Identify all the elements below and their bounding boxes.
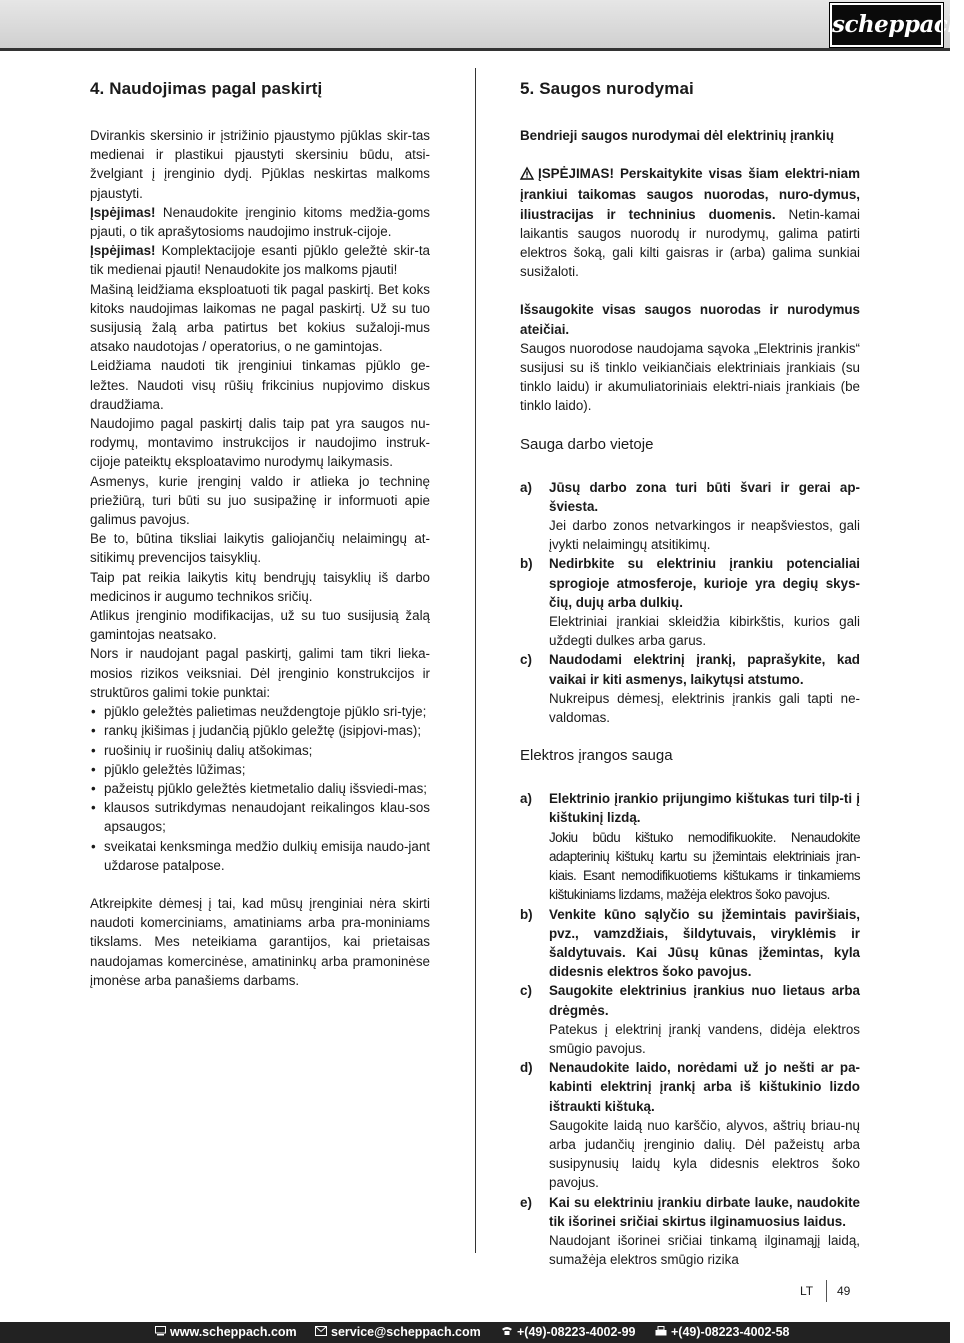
left-column [90,78,430,990]
computer-icon [155,1322,166,1343]
paragraph: Atlikus įrenginio modifikacijas, už su tuo susijusią žalą gamintojas neatsako. [90,608,430,643]
fax-icon [655,1322,667,1343]
risk-list [90,702,430,875]
item-text: Nukreipus dėmesį, elektrinis įrankis gali tapti ne-valdomas. [549,690,860,726]
footer-fax[interactable] [655,1322,790,1343]
warning-bold-text: ĮSPĖJIMAS! Perskaitykite visas šiam elektri-niam įrankiui taikomas saugos nuorodas, nuro-dymus, iliustracijas ir techninius duomenis. [520,166,860,222]
warning-paragraph [90,241,430,279]
footer-web-text: www.scheppach.com [170,1325,297,1339]
list-item: • rankų įkišimas į judančią pjūklo geležtę (įsipjovi-mas); [90,721,430,740]
item-title: Naudodami elektrinį įrankį, paprašykite, kad vaikai ir kiti asmenys, laikytųsi atstumo. [549,652,860,687]
subsection-title-electrical: Elektros įrangos sauga [520,747,673,765]
column-divider [475,68,476,1253]
item-text: Patekus į elektrinį įrankį vandens, didėja elektros smūgio pavojus. [549,1021,860,1056]
item-title: Venkite kūno sąlyčio su įžemintais paviršiais, pvz., vamzdžiais, šildytuvais, viryklėmis ir šaldytuvais. Kai Jūsų kūnas įžemintas, kyla didesnis elektros šoko pavojus. [549,906,860,980]
list-item: • pažeistų pjūklo geležtės kietmetalio dalių išsviedi-mas; [90,779,430,798]
item-text: Saugokite laidą nuo karščio, alyvos, aštrių briau-nų arba judančių įrenginio dalių. Dėl pažeistų arba susipynusių laidų kyla didesnis elektros šoko pavojus. [549,1117,860,1191]
right-column [520,78,860,1269]
list-item: • sveikatai kenksminga medžio dulkių emisija naudo-jant uždarose patalpose. [90,837,430,875]
keep-instructions-note: Išsaugokite visas saugos nuorodas ir nurodymus ateičiai. [520,302,860,337]
language-code: LT [800,1284,814,1298]
list-item [520,789,860,904]
list-item [520,554,860,650]
warning-triangle-icon [520,166,534,185]
paragraph: Asmenys, kurie įrenginį valdo ir atlieka jo techninę priežiūrą, turi būti su juo susipažinę ir informuoti apie galimus pavojus. [90,473,430,528]
page-number-separator [826,1280,827,1302]
envelope-icon [315,1322,327,1343]
page-number: 49 [837,1284,851,1298]
list-item [520,478,860,555]
footer-web[interactable] [155,1322,297,1343]
paragraph: Be to, būtina tiksliai laikytis galiojančių nelaimingų at-sitikimų prevencijos taisyklių. [90,531,430,566]
item-label: c) [520,652,532,668]
section-heading-safety: 5. Saugos nurodymai [520,79,694,98]
footer-bar [0,1322,950,1343]
warning-text: Netin-kamai laikantis saugos nuorodų ir nurodymų, galima patirti elektros šoką, gali kilti gaisras ir (arba) galima sunkiai susižaloti. [520,206,860,280]
item-text: Elektriniai įrankiai skleidžia kibirkštis, kurios gali uždegti dulkes arba garus. [549,614,860,649]
footer-fax-text: +(49)-08223-4002-58 [671,1325,790,1339]
paragraph: Mašiną leidžiama eksploatuoti tik pagal paskirtį. Bet koks kitoks naudojimas laikomas ne pagal paskirtį. Už su tuo susijusią žalą arba patirtus bet kokius sužaloji-mus atsako naudotojas / operatorius, o ne gamintojas. [90,281,430,355]
subheading-general-safety: Bendrieji saugos nurodymai dėl elektrinių įrankių [520,128,835,143]
item-label: b) [520,556,533,572]
item-text: Jokiu būdu kištuko nemodifikuokite. Nenaudokite adapterinių kištukų kartu su įžemintais elektriniais įran-kiais. Esant nemodifikuotiems kištukams ir tinkamiems kištukiniams lizdams, mažėja elektros šoko pavojus. [549,829,860,903]
footer-phone[interactable] [501,1322,636,1343]
item-label: a) [520,791,532,807]
brand-logo: scheppach [830,3,943,47]
paragraph: Taip pat reikia laikytis kitų bendrųjų taisyklių iš darbo medicinos ir augumo technikos sričių. [90,569,430,604]
warning-word: Įspėjimas! [90,204,156,220]
paragraph: Saugos nuorodose naudojama sąvoka „Elektrinis įrankis“ susijusi su iš tinklo veikiančiais elektriniais įrankiais (su tinklo laidu) ir akumuliatoriniais elektri-niais įrankiais (be tinklo laido). [520,340,860,414]
paragraph: Atkreipkite dėmesį į tai, kad mūsų įrenginiai nėra skirti naudoti komerciniams, amatiniams arba pra-moniniams tikslams. Mes neteikiama garantijos, kai prietaisas naudojamas komercinėse, amatininkų arba pramoninėse įmonėse arba panašiems darbams. [90,895,430,988]
phone-icon [501,1322,513,1343]
list-item [520,981,860,1058]
list-item [520,905,860,982]
footer-phone-text: +(49)-08223-4002-99 [517,1325,636,1339]
item-title: Kai su elektriniu įrankiu dirbate lauke, naudokite tik išorinei sričiai skirtus ilginamuosius laidus. [549,1194,860,1229]
list-item [520,650,860,727]
item-text: Jei darbo zonos netvarkingos ir neapšviestos, gali įvykti nelaimingų atsitikimų. [549,518,860,553]
item-title: Nenaudokite laido, norėdami už jo nešti ar pa-kabinti elektrinį įrankį arba iš kištukinio lizdo ištraukti kištuką. [549,1060,860,1114]
list-item: • ruošinių ir ruošinių dalių atšokimas; [90,741,430,760]
subsection-title-workplace: Sauga darbo vietoje [520,435,654,453]
item-text: Naudojant išorinei sričiai tinkamą ilginamąjį laidą, sumažėja elektros smūgio rizika [549,1232,860,1268]
item-label: c) [520,983,532,999]
item-label: a) [520,479,532,495]
warning-paragraph [90,203,430,241]
item-label: d) [520,1060,533,1076]
item-label: b) [520,906,533,922]
header-band [0,0,950,51]
list-item: • pjūklo geležtės palietimas neuždengtoje pjūklo sri-tyje; [90,702,430,721]
list-item: • pjūklo geležtės lūžimas; [90,760,430,779]
footer-email[interactable] [315,1322,481,1343]
paragraph: Nors ir naudojant pagal paskirtį, galimi tam tikri lieka-mosios rizikos veiksniai. Dėl įrenginio konstrukcijos ir struktūros galimi tokie punktai: [90,646,430,700]
warning-block [520,164,860,281]
item-title: Nedirbkite su elektriniu įrankiu potencialiai sprogioje atmosferoje, kurioje yra degių skys-čių, dujų arba dulkių. [549,556,860,610]
item-title: Saugokite elektrinius įrankius nuo lietaus arba drėgmės. [549,983,860,1018]
item-title: Jūsų darbo zona turi būti švari ir gerai ap-šviesta. [549,479,860,514]
footer-email-text: service@scheppach.com [331,1325,481,1339]
list-item [520,1193,860,1270]
paragraph: Naudojimo pagal paskirtį dalis taip pat yra saugos nu-rodymų, montavimo instrukcijos ir naudojimo instruk-cijoje pateiktų eksploatavimo nurodymų laikymasis. [90,416,430,470]
warning-text: Nenaudokite įrenginio kitoms medžia-goms pjauti, o tik aprašytosioms naudojimo instruk-cijoje. [90,204,430,240]
paragraph: Leidžiama naudoti tik įrenginiui tinkamas pjūklo ge-ležtes. Naudoti visų rūšių frikcinius nupjovimo diskus draudžiama. [90,358,430,412]
warning-word: Įspėjimas! [90,243,156,259]
warning-text: Komplektacijoje esanti pjūklo geležtė skir-ta tik medienai pjauti! Nenaudokite jos malkoms pjauti! [90,243,430,278]
list-item: • klausos sutrikdymas nenaudojant reikalingos klau-sos apsaugos; [90,798,430,836]
item-label: e) [520,1194,532,1210]
paragraph: Dvirankis skersinio ir įstrižinio pjaustymo pjūklas skir-tas medienai ir plastikui pjaustyti skersiniu būdu, atsi-žvelgiant į įrenginio dydį. Pjūklas neskirtas malkoms pjaustyti. [90,128,430,201]
section-heading-usage: 4. Naudojimas pagal paskirtį [90,79,323,98]
item-title: Elektrinio įrankio prijungimo kištukas turi tilp-ti į kištukinį lizdą. [549,791,860,826]
list-item [520,1058,860,1192]
